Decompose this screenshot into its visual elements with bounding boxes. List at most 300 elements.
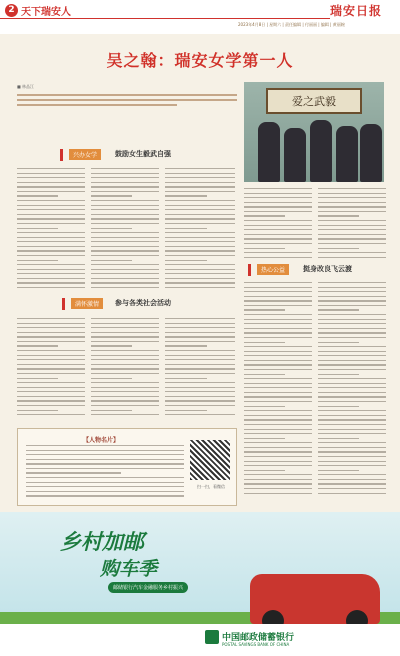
text-line: [244, 211, 312, 212]
text-line: [26, 445, 184, 446]
text-line: [318, 429, 386, 430]
text-line: [165, 232, 235, 233]
text-line: [318, 461, 386, 462]
text-line: [91, 378, 132, 379]
text-line: [244, 346, 312, 347]
text-line: [91, 264, 159, 265]
text-line: [244, 401, 312, 402]
text-line: [244, 257, 312, 258]
text-line: [244, 287, 312, 288]
text-line: [244, 332, 312, 333]
ad-headline-1: 乡村加邮: [60, 530, 144, 554]
text-line: [91, 273, 159, 274]
header-rule: [0, 18, 330, 19]
text-line: [17, 218, 85, 219]
text-line: [318, 296, 386, 297]
text-line: [17, 359, 85, 360]
text-line: [91, 195, 132, 196]
subhead-tag: 热心公益: [257, 264, 289, 275]
issue-info: 2023年4月8日 | 星期六 | 责任编辑 | 付丽丽 | 编辑 | 黄丽婉: [238, 22, 345, 27]
text-line: [244, 465, 312, 466]
text-line: [165, 264, 235, 265]
text-line: [244, 238, 312, 239]
text-line: [244, 419, 312, 420]
text-line: [17, 205, 85, 206]
lead-text-line: [17, 94, 237, 96]
text-line: [91, 332, 159, 333]
text-line: [318, 211, 386, 212]
historical-photo: [244, 82, 384, 182]
text-line: [318, 300, 386, 301]
text-line: [244, 337, 312, 338]
text-line: [244, 360, 312, 361]
text-line: [17, 323, 85, 324]
text-line: [91, 359, 159, 360]
text-line: [318, 309, 359, 310]
text-line: [244, 479, 312, 480]
text-line: [165, 396, 235, 397]
text-line: [91, 241, 159, 242]
text-line: [318, 447, 386, 448]
text-line: [244, 406, 285, 407]
text-line: [244, 220, 312, 221]
text-line: [91, 327, 159, 328]
text-line: [244, 300, 312, 301]
text-line: [17, 191, 85, 192]
paper-logo: 瑞安日报: [330, 4, 383, 18]
text-line: [26, 463, 184, 464]
text-line: [91, 214, 159, 215]
text-line: [165, 273, 235, 274]
text-line: [318, 215, 359, 216]
text-line: [165, 327, 235, 328]
text-line: [318, 456, 386, 457]
subhead-2: [62, 298, 242, 310]
text-line: [91, 282, 159, 283]
text-line: [17, 200, 85, 201]
text-line: [91, 186, 159, 187]
text-line: [244, 229, 312, 230]
text-line: [165, 173, 235, 174]
text-line: [17, 177, 85, 178]
text-line: [318, 415, 386, 416]
text-line: [244, 378, 312, 379]
text-line: [165, 209, 235, 210]
text-line: [318, 252, 386, 253]
text-line: [17, 318, 85, 319]
text-line: [91, 364, 159, 365]
text-line: [91, 336, 159, 337]
text-line: [165, 287, 235, 288]
text-line: [91, 218, 159, 219]
text-line: [17, 209, 85, 210]
text-line: [26, 495, 184, 496]
text-line: [91, 200, 159, 201]
text-line: [318, 234, 386, 235]
bio-title: 【人物名片】: [83, 437, 120, 444]
text-line: [318, 442, 386, 443]
text-line: [244, 243, 312, 244]
text-line: [165, 378, 207, 379]
text-line: [91, 382, 159, 383]
text-line: [165, 391, 235, 392]
text-line: [91, 387, 159, 388]
text-line: [318, 257, 386, 258]
text-line: [244, 234, 312, 235]
text-line: [17, 391, 85, 392]
text-line: [17, 387, 85, 388]
text-line: [17, 368, 85, 369]
text-line: [17, 364, 85, 365]
text-line: [165, 323, 235, 324]
text-line: [165, 191, 235, 192]
byline: ■ 林品江: [17, 84, 35, 89]
text-line: [17, 260, 58, 261]
text-line: [318, 369, 386, 370]
text-line: [91, 287, 159, 288]
text-line: [318, 351, 386, 352]
text-line: [318, 332, 386, 333]
text-line: [17, 405, 85, 406]
text-line: [91, 400, 159, 401]
subhead-title: 参与各类社会活动: [115, 299, 171, 307]
text-line: [244, 215, 285, 216]
text-line: [91, 350, 159, 351]
text-line: [244, 193, 312, 194]
text-line: [165, 364, 235, 365]
text-line: [244, 488, 312, 489]
text-line: [165, 282, 235, 283]
text-line: [318, 328, 386, 329]
text-line: [165, 318, 235, 319]
text-line: [244, 252, 312, 253]
text-line: [26, 468, 184, 469]
person-figure: [360, 124, 382, 182]
text-line: [318, 374, 359, 375]
text-line: [318, 474, 386, 475]
text-column: [244, 282, 312, 497]
text-line: [318, 401, 386, 402]
text-line: [26, 477, 184, 478]
text-line: [318, 287, 386, 288]
text-line: [17, 264, 85, 265]
text-line: [318, 438, 359, 439]
text-line: [17, 341, 85, 342]
text-line: [165, 186, 235, 187]
text-line: [244, 282, 312, 283]
text-line: [318, 355, 386, 356]
text-line: [318, 337, 386, 338]
text-line: [91, 410, 132, 411]
text-line: [17, 410, 58, 411]
text-line: [318, 383, 386, 384]
text-line: [244, 197, 312, 198]
text-line: [318, 360, 386, 361]
ad-headline-2: 购车季: [100, 558, 158, 580]
text-line: [26, 472, 121, 473]
text-line: [17, 168, 85, 169]
text-column: [318, 188, 386, 261]
text-line: [17, 186, 85, 187]
text-line: [318, 488, 386, 489]
text-line: [165, 250, 235, 251]
text-line: [91, 255, 159, 256]
text-line: [244, 374, 285, 375]
text-line: [91, 250, 159, 251]
text-line: [318, 238, 386, 239]
text-line: [244, 323, 312, 324]
text-line: [91, 260, 132, 261]
headline: 吴之翰：瑞安女学第一人: [106, 51, 294, 70]
text-line: [165, 205, 235, 206]
text-line: [165, 237, 235, 238]
calligraphy-plaque: [266, 88, 362, 114]
text-line: [244, 369, 312, 370]
text-line: [91, 168, 159, 169]
qr-code[interactable]: [190, 440, 230, 480]
text-line: [17, 195, 58, 196]
text-line: [165, 359, 235, 360]
text-line: [17, 228, 58, 229]
text-line: [318, 197, 386, 198]
text-line: [17, 269, 85, 270]
text-line: [165, 400, 235, 401]
bank-footer: [0, 624, 400, 656]
text-line: [17, 355, 85, 356]
text-line: [91, 373, 159, 374]
text-line: [244, 483, 312, 484]
text-line: [17, 173, 85, 174]
text-line: [165, 260, 207, 261]
text-line: [318, 392, 386, 393]
bio-box: [17, 428, 237, 506]
text-line: [318, 323, 386, 324]
text-line: [318, 220, 386, 221]
text-line: [318, 493, 386, 494]
text-line: [165, 214, 235, 215]
person-figure: [336, 126, 358, 182]
text-line: [17, 400, 85, 401]
text-line: [318, 387, 386, 388]
subhead-tag: 兴办女学: [69, 149, 101, 160]
text-line: [91, 173, 159, 174]
text-line: [165, 255, 235, 256]
text-line: [318, 305, 386, 306]
text-line: [318, 188, 386, 189]
subhead-tag: 满怀激情: [71, 298, 103, 309]
text-line: [17, 350, 85, 351]
text-line: [165, 177, 235, 178]
text-line: [244, 225, 312, 226]
text-line: [318, 433, 386, 434]
text-line: [318, 202, 386, 203]
text-line: [244, 383, 312, 384]
text-line: [91, 191, 159, 192]
person-figure: [258, 122, 280, 182]
text-line: [91, 368, 159, 369]
text-column: [17, 168, 85, 292]
text-line: [165, 336, 235, 337]
text-line: [91, 278, 159, 279]
text-line: [17, 278, 85, 279]
text-line: [165, 341, 235, 342]
text-column: [165, 168, 235, 292]
text-line: [318, 193, 386, 194]
lead-text-line: [17, 99, 237, 101]
text-line: [318, 314, 386, 315]
text-line: [17, 336, 85, 337]
text-line: [244, 470, 285, 471]
text-line: [91, 223, 159, 224]
text-column: [165, 318, 235, 419]
text-line: [244, 387, 312, 388]
text-line: [91, 269, 159, 270]
text-line: [244, 438, 285, 439]
text-line: [165, 168, 235, 169]
text-line: [318, 342, 359, 343]
section-number-badge: 2: [5, 4, 18, 17]
text-line: [17, 232, 85, 233]
text-line: [318, 483, 386, 484]
text-line: [165, 218, 235, 219]
text-line: [244, 314, 312, 315]
text-line: [17, 214, 85, 215]
text-line: [26, 454, 184, 455]
text-line: [244, 328, 312, 329]
text-line: [318, 410, 386, 411]
text-line: [91, 205, 159, 206]
text-line: [244, 342, 285, 343]
lead-text-line: [17, 104, 177, 106]
section-title: 天下瑞安人: [21, 7, 71, 18]
text-line: [17, 237, 85, 238]
text-line: [318, 282, 386, 283]
subhead-1: [60, 149, 240, 161]
text-line: [91, 232, 159, 233]
text-line: [165, 241, 235, 242]
text-line: [244, 392, 312, 393]
text-line: [244, 442, 312, 443]
text-line: [244, 206, 312, 207]
text-line: [165, 345, 207, 346]
text-line: [91, 345, 132, 346]
text-line: [165, 200, 235, 201]
text-line: [165, 195, 207, 196]
page-header: [0, 0, 400, 34]
text-line: [244, 424, 312, 425]
subhead-title: 鼓励女生毅武自强: [115, 150, 171, 158]
text-column: [91, 318, 159, 419]
text-column: [244, 188, 312, 261]
text-line: [26, 459, 184, 460]
text-line: [17, 378, 58, 379]
bank-name: 中国邮政储蓄银行: [222, 633, 295, 643]
text-line: [91, 396, 159, 397]
text-line: [91, 355, 159, 356]
text-line: [318, 248, 359, 249]
text-line: [17, 241, 85, 242]
text-line: [17, 223, 85, 224]
text-line: [318, 319, 386, 320]
text-line: [17, 396, 85, 397]
text-line: [244, 429, 312, 430]
text-line: [165, 373, 235, 374]
text-line: [91, 209, 159, 210]
text-line: [318, 364, 386, 365]
text-line: [91, 318, 159, 319]
text-line: [165, 355, 235, 356]
text-line: [26, 491, 184, 492]
text-line: [165, 269, 235, 270]
text-line: [318, 378, 386, 379]
bank-logo-icon: [205, 630, 219, 644]
text-line: [318, 465, 386, 466]
text-line: [91, 391, 159, 392]
text-line: [17, 327, 85, 328]
text-line: [91, 237, 159, 238]
text-line: [165, 387, 235, 388]
text-line: [244, 474, 312, 475]
person-figure: [310, 120, 332, 182]
text-column: [91, 168, 159, 292]
text-line: [318, 243, 386, 244]
text-line: [26, 450, 184, 451]
text-column: [17, 318, 85, 419]
text-line: [17, 246, 85, 247]
text-line: [244, 319, 312, 320]
text-line: [17, 382, 85, 383]
text-line: [165, 405, 235, 406]
text-line: [244, 351, 312, 352]
text-line: [244, 447, 312, 448]
text-line: [318, 346, 386, 347]
text-line: [244, 202, 312, 203]
text-line: [244, 355, 312, 356]
text-line: [17, 282, 85, 283]
photo-plaque-text: 爱之武毅: [292, 95, 336, 108]
text-line: [244, 291, 312, 292]
text-line: [17, 273, 85, 274]
text-line: [165, 414, 235, 415]
subhead-3: [248, 264, 388, 276]
text-line: [318, 470, 359, 471]
text-line: [244, 415, 312, 416]
ad-badge: 邮储银行汽车金融服务乡村振兴: [108, 582, 188, 593]
text-line: [17, 373, 85, 374]
text-line: [165, 368, 235, 369]
text-line: [244, 188, 312, 189]
subhead-title: 挺身改良飞云渡: [303, 265, 352, 273]
text-line: [91, 405, 159, 406]
text-line: [91, 177, 159, 178]
text-line: [165, 182, 235, 183]
text-line: [244, 461, 312, 462]
text-line: [318, 479, 386, 480]
text-line: [244, 364, 312, 365]
person-figure: [284, 128, 306, 182]
text-line: [26, 486, 184, 487]
text-line: [165, 410, 207, 411]
text-line: [244, 433, 312, 434]
text-line: [318, 225, 386, 226]
text-line: [165, 278, 235, 279]
text-line: [318, 291, 386, 292]
text-line: [91, 323, 159, 324]
text-line: [244, 410, 312, 411]
text-line: [244, 451, 312, 452]
text-line: [91, 341, 159, 342]
text-line: [17, 250, 85, 251]
